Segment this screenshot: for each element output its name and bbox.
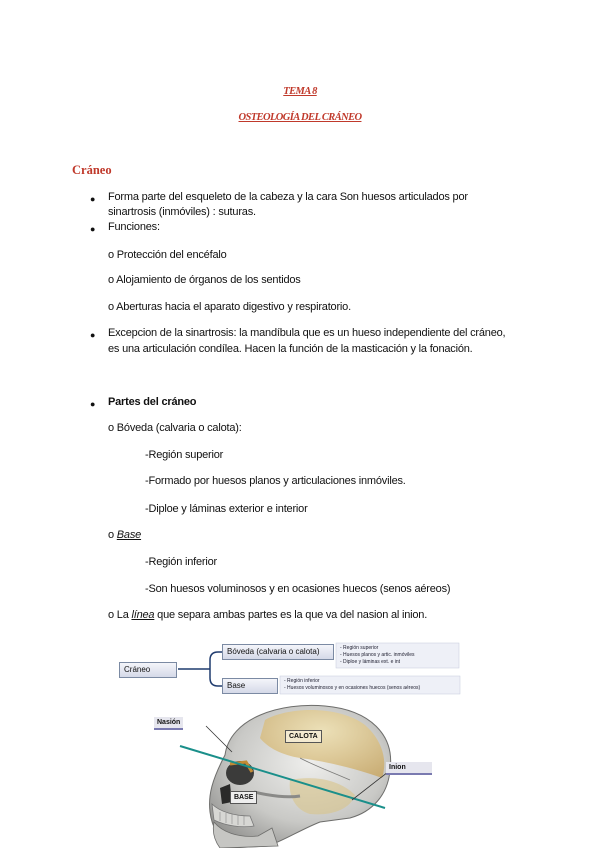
bullet-icon: ● bbox=[90, 224, 96, 234]
subsection-heading: Partes del cráneo bbox=[108, 396, 197, 408]
subject-title: OSTEOLOGÍA DEL CRÁNEO bbox=[238, 112, 362, 123]
text-line: Funciones: bbox=[108, 221, 160, 233]
nasion-label: Nasión bbox=[154, 717, 183, 730]
boveda-detail: -Diploe y láminas exterior e interior bbox=[145, 503, 308, 515]
diagram-base-note: - Huesos voluminosos y en ocasiones huecos (senos aéreos) bbox=[284, 685, 421, 691]
diagram-boveda-box: Bóveda (calvaria o calota) bbox=[222, 644, 334, 660]
section-title: Cráneo bbox=[72, 163, 112, 177]
concept-diagram bbox=[118, 640, 463, 700]
base-label: BASE bbox=[230, 791, 257, 804]
base-detail: -Son huesos voluminosos y en ocasiones huecos (senos aéreos) bbox=[145, 583, 451, 595]
boveda-item: o Bóveda (calvaria o calota): bbox=[108, 422, 242, 434]
calota-label: CALOTA bbox=[285, 730, 322, 743]
linea-word: línea bbox=[131, 609, 155, 621]
base-item bbox=[108, 528, 141, 543]
base-detail: -Región inferior bbox=[145, 556, 218, 568]
inion-label: Inion bbox=[386, 762, 432, 775]
text-line: sinartrosis (inmóviles) : suturas. bbox=[108, 206, 256, 218]
function-item: o Alojamiento de órganos de los sentidos bbox=[108, 274, 301, 286]
skull-figure bbox=[150, 700, 440, 848]
function-item: o Aberturas hacia el aparato digestivo y respiratorio. bbox=[108, 301, 351, 313]
text-line: Forma parte del esqueleto de la cabeza y la cara Son huesos articulados por bbox=[108, 191, 468, 203]
bullet-icon: ● bbox=[90, 399, 96, 409]
linea-item bbox=[108, 608, 427, 623]
base-word: Base bbox=[116, 529, 142, 541]
topic-title: TEMA 8 bbox=[283, 86, 317, 97]
bullet-icon: ● bbox=[90, 194, 96, 204]
boveda-detail: -Formado por huesos planos y articulaciones inmóviles. bbox=[145, 475, 406, 487]
diagram-base-note: - Región inferior bbox=[284, 678, 320, 684]
diagram-base-box: Base bbox=[222, 678, 278, 694]
diagram-boveda-note: - Huesos planos y artic. inmóviles bbox=[340, 652, 415, 658]
base-prefix: o bbox=[108, 529, 117, 541]
text-line: Excepcion de la sinartrosis: la mandíbula que es un hueso independiente del cráneo, bbox=[108, 327, 506, 339]
diagram-boveda-note: - Región superior bbox=[340, 645, 379, 651]
function-item: o Protección del encéfalo bbox=[108, 249, 227, 261]
diagram-boveda-note: - Diploe y láminas ext. e int bbox=[340, 659, 401, 665]
text-line: es una articulación condílea. Hacen la función de la masticación y la fonación. bbox=[108, 343, 473, 355]
bullet-icon: ● bbox=[90, 330, 96, 340]
boveda-detail: -Región superior bbox=[145, 449, 224, 461]
linea-prefix: o La bbox=[108, 609, 132, 621]
diagram-root-box: Cráneo bbox=[119, 662, 177, 678]
linea-suffix: que separa ambas partes es la que va del nasion al inion. bbox=[154, 609, 428, 621]
